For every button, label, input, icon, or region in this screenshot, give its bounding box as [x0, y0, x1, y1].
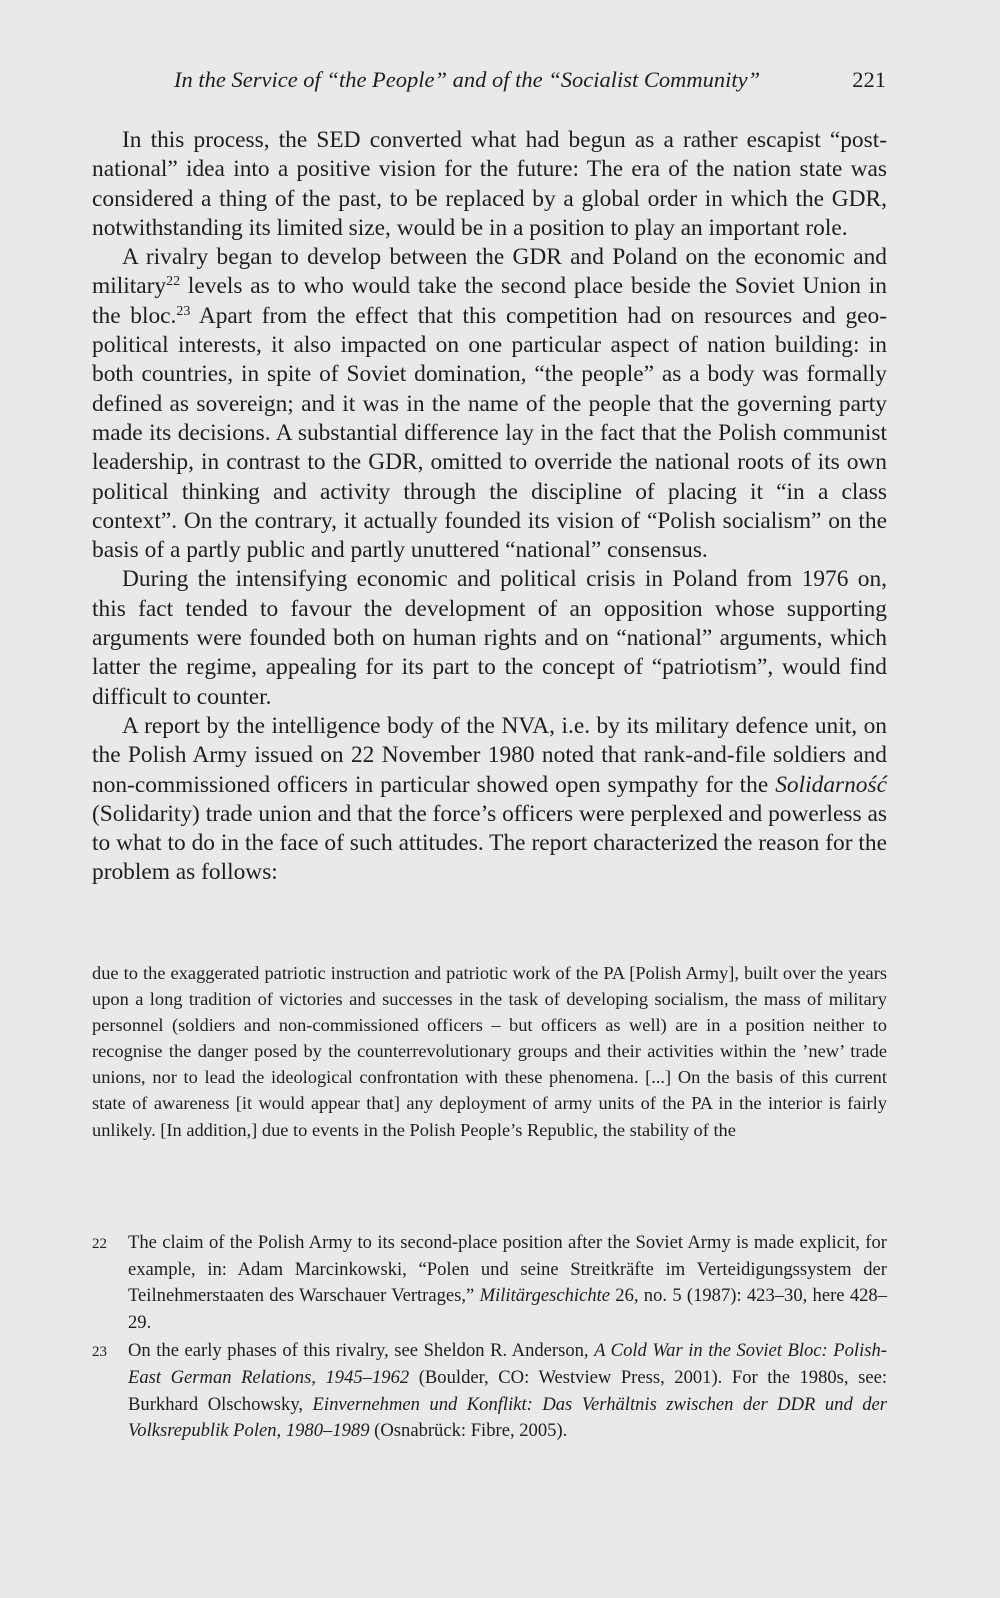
footnotes: [92, 1230, 887, 1445]
footnote-22-text-a: The claim of the Polish Army to its second-place position after the Soviet Army is made explicit, for example, in: Adam Marcinkowski, “Polen und seine Streitkräfte im Verteidigungssystem der Teilnehmerstaaten des Warschauer Vertrages,”: [128, 1232, 887, 1307]
paragraph-4-text-a: A report by the intelligence body of the NVA, i.e. by its military defence unit, on the Polish Army issued on 22 November 1980 noted that rank-and-file soldiers and non-commissioned officers in particular showed open sympathy for the: [92, 712, 887, 798]
footnote-23-text-a: On the early phases of this rivalry, see Sheldon R. Anderson,: [128, 1340, 595, 1362]
running-header: [174, 64, 886, 96]
paragraph-4-text-b: (Solidarity) trade union and that the force’s officers were perplexed and powerless as to what to do in the face of such attitudes. The report characterized the reason for the problem as follows:: [92, 800, 887, 886]
footnote-ref-22[interactable]: 22: [166, 274, 181, 290]
footnote-22-italic: Militärgeschichte: [479, 1285, 611, 1307]
footnote-23-italic-1: A Cold War in the Soviet Bloc: Polish-East German Relations, 1945–1962: [128, 1340, 887, 1388]
block-quote-text: due to the exaggerated patriotic instruction and patriotic work of the PA [Polish Army], built over the years upon a long tradition of victories and successes in the task of developing socialism, the mass of military personnel (soldiers and non-commissioned officers – but officers as well) are in a position neither to recognise the danger posed by the counterrevolutionary groups and their activities within the ’new’ trade unions, nor to lead the ideological confrontation with these phenomena. [...] On the basis of this current state of awareness [it would appear that] any deployment of army units of the PA in the interior is fairly unlikely. [In addition,] due to events in the Polish People’s Republic, the stability of the: [92, 963, 887, 1140]
paragraph-4-italic: Solidarność: [775, 771, 887, 798]
footnote-23: [92, 1338, 887, 1444]
footnote-23-number: 23: [92, 1344, 107, 1361]
body-text: [92, 126, 887, 888]
running-title: In the Service of “the People” and of the “Socialist Community”: [174, 67, 761, 92]
footnote-ref-23[interactable]: 23: [176, 303, 191, 319]
paragraph-2: [92, 243, 887, 565]
paragraph-2-text-a: A rivalry began to develop between the GDR and Poland on the economic and military: [92, 244, 887, 300]
footnote-22-text-b: 26, no. 5 (1987): 423–30, here 428–29.: [128, 1285, 888, 1333]
paragraph-4: [92, 712, 887, 888]
paragraph-3: During the intensifying economic and political crisis in Poland from 1976 on, this fact tended to favour the development of an opposition whose supporting arguments were founded both on human rights and on “national” arguments, which latter the regime, appealing for its part to the concept of “patriotism”, would find difficult to counter.: [92, 566, 887, 710]
paragraph-2-text-c: Apart from the effect that this competition had on resources and geo-political interests, it also impacted on one particular aspect of nation building: in both countries, in spite of Soviet domination, “the people” as a body was formally defined as sovereign; and it was in the name of the people that the governing party made its decisions. A substantial difference lay in the fact that the Polish communist leadership, in contrast to the GDR, omitted to override the national roots of its own political thinking and activity through the discipline of placing it “in a class context”. On the contrary, it actually founded its vision of “Polish socialism” on the basis of a partly public and partly unuttered “national” consensus.: [92, 302, 888, 564]
footnote-23-italic-2: Einvernehmen und Konflikt: Das Verhältnis zwischen der DDR und der Volksrepublik Polen, 1980–1989: [128, 1393, 887, 1442]
page-number: 221: [852, 67, 886, 92]
footnote-22-number: 22: [92, 1236, 107, 1252]
paragraph-2-text-b: levels as to who would take the second place beside the Soviet Union in the bloc.: [92, 273, 887, 329]
footnote-23-text-b: (Boulder, CO: Westview Press, 2001). For the 1980s, see: Burkhard Olschowsky,: [128, 1366, 887, 1415]
footnote-23-text-c: (Osnabrück: Fibre, 2005).: [369, 1420, 568, 1442]
footnote-22: [92, 1230, 887, 1336]
block-quote: [92, 960, 887, 1143]
paragraph-1: In this process, the SED converted what had begun as a rather escapist “post-national” idea into a positive vision for the future: The era of the nation state was considered a thing of the past, to be replaced by a global order in which the GDR, notwithstanding its limited size, would be in a position to play an important role.: [92, 127, 887, 241]
